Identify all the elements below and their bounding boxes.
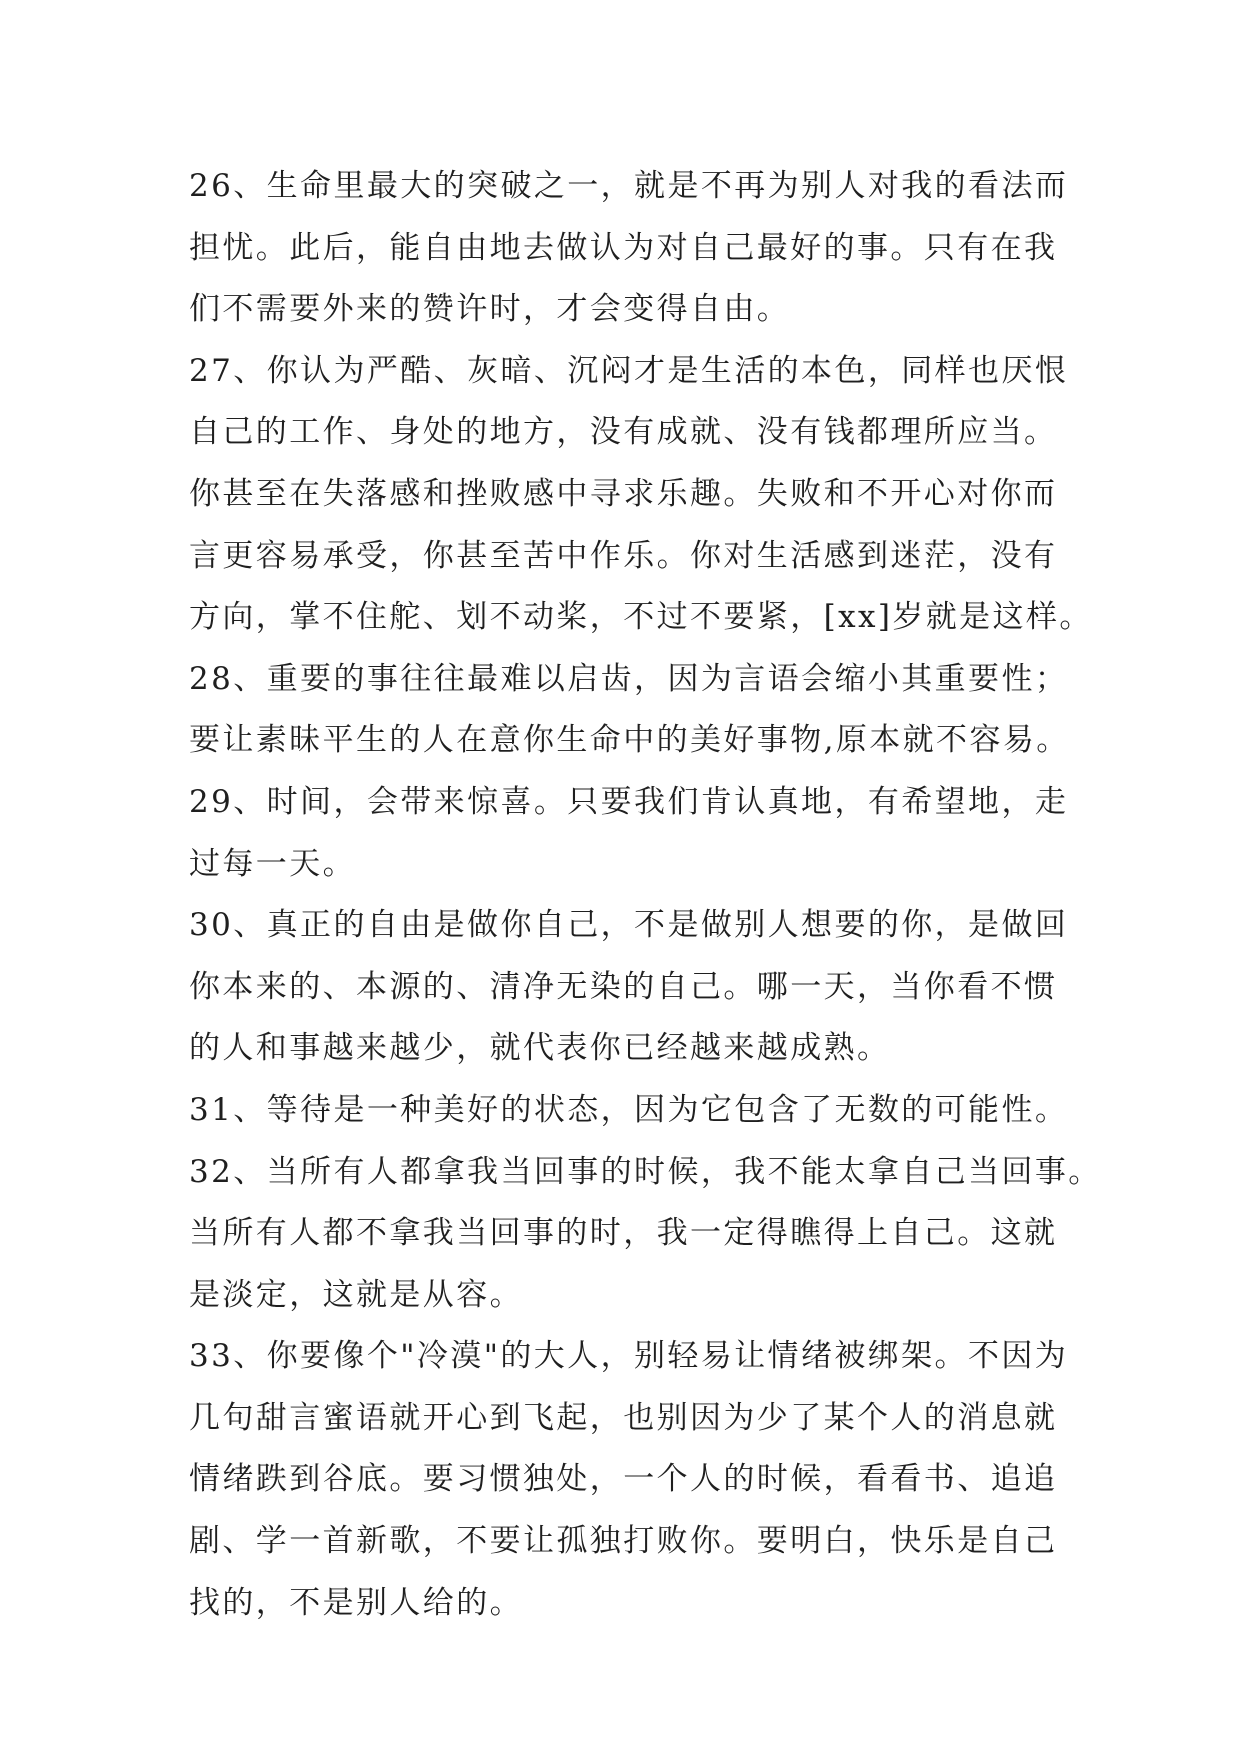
text-line: 自己的工作、身处的地方，没有成就、没有钱都理所应当。	[189, 414, 1058, 451]
text-line: 33、你要像个"冷漠"的大人，别轻易让情绪被绑架。不因为	[189, 1338, 1069, 1375]
text-line: 几句甜言蜜语就开心到飞起，也别因为少了某个人的消息就	[189, 1399, 1058, 1436]
text-line: 你甚至在失落感和挫败感中寻求乐趣。失败和不开心对你而	[189, 475, 1058, 512]
text-line: 情绪跌到谷底。要习惯独处，一个人的时候，看看书、追追	[189, 1461, 1058, 1498]
text-line: 方向，掌不住舵、划不动桨，不过不要紧，[xx]岁就是这样。	[189, 599, 1093, 636]
text-line: 30、真正的自由是做你自己，不是做别人想要的你，是做回	[189, 907, 1069, 944]
text-line: 过每一天。	[189, 845, 356, 882]
document-body	[189, 156, 1102, 1634]
text-line: 你本来的、本源的、清净无染的自己。哪一天，当你看不惯	[189, 968, 1058, 1005]
text-line: 32、当所有人都拿我当回事的时候，我不能太拿自己当回事。	[189, 1153, 1102, 1190]
text-line: 29、时间，会带来惊喜。只要我们肯认真地，有希望地，走	[189, 783, 1069, 820]
text-line: 是淡定，这就是从容。	[189, 1276, 523, 1313]
text-line: 剧、学一首新歌，不要让孤独打败你。要明白，快乐是自己	[189, 1523, 1058, 1560]
text-line: 27、你认为严酷、灰暗、沉闷才是生活的本色，同样也厌恨	[189, 352, 1069, 389]
text-line: 找的，不是别人给的。	[189, 1584, 523, 1621]
text-line: 31、等待是一种美好的状态，因为它包含了无数的可能性。	[189, 1091, 1069, 1128]
text-line: 26、生命里最大的突破之一，就是不再为别人对我的看法而	[189, 168, 1069, 204]
text-line: 28、重要的事往往最难以启齿，因为言语会缩小其重要性；	[189, 660, 1069, 697]
text-line: 当所有人都不拿我当回事的时，我一定得瞧得上自己。这就	[189, 1215, 1058, 1252]
text-line: 的人和事越来越少，就代表你已经越来越成熟。	[189, 1030, 891, 1067]
text-line: 要让素昧平生的人在意你生命中的美好事物,原本就不容易。	[189, 722, 1070, 759]
text-line: 们不需要外来的赞许时，才会变得自由。	[189, 291, 791, 328]
text-line: 担忧。此后，能自由地去做认为对自己最好的事。只有在我	[189, 229, 1058, 266]
text-line: 言更容易承受，你甚至苦中作乐。你对生活感到迷茫，没有	[189, 537, 1058, 574]
